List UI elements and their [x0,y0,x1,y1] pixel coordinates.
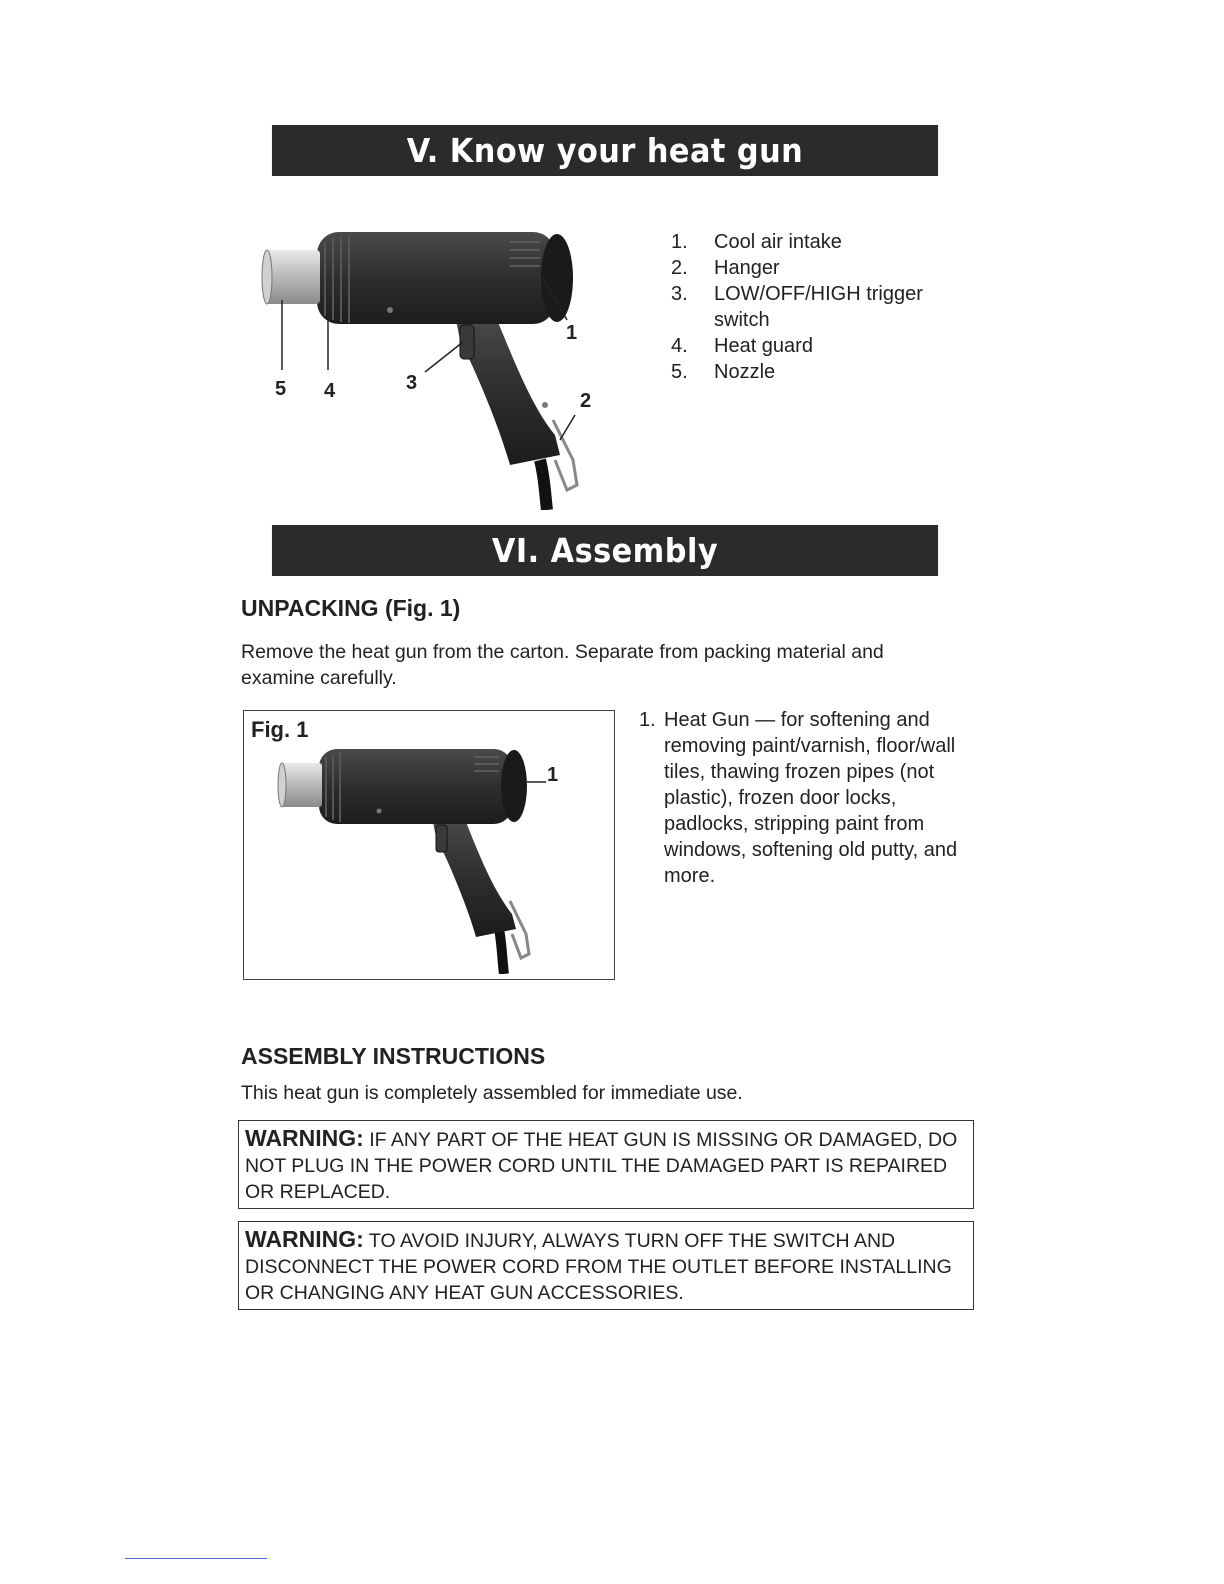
figure-1-description [639,707,979,889]
list-item [671,229,971,255]
unpacking-heading: UNPACKING (Fig. 1) [241,595,461,621]
section-banner-know-your-heat-gun: V. Know your heat gun [272,125,938,176]
list-item-number: 1. [671,231,688,253]
list-item-label: Nozzle [714,361,776,383]
warning-text: IF ANY PART OF THE HEAT GUN IS MISSING OR DAMAGED, DO NOT PLUG IN THE POWER CORD UNTIL THE DAMAGED PART IS REPAIRED OR REPLACED. [245,1129,958,1203]
list-item-number: 5. [671,361,688,383]
list-item-number: 1. [639,709,656,731]
warning-box-missing-parts [238,1120,974,1209]
list-item [671,281,971,333]
list-item-number: 2. [671,257,688,279]
list-item-label: Heat guard [714,335,813,357]
list-item [671,333,971,359]
callout-label-4: 4 [324,380,336,402]
callout-label-5: 5 [275,378,287,400]
list-item-label: LOW/OFF/HIGH trigger switch [714,283,923,331]
figure-1-label: Fig. 1 [251,717,309,742]
callout-label-3: 3 [406,372,418,394]
footer-rule [125,1558,267,1559]
list-item [671,255,971,281]
list-item-number: 4. [671,335,688,357]
list-item-label: Heat Gun — for softening and removing paint/varnish, floor/wall tiles, thawing frozen pipes (not plastic), frozen door locks, padlocks, stripping paint from windows, softening old putty, and more. [664,709,958,887]
callout-label-2: 2 [580,390,592,412]
list-item [671,359,971,385]
warning-box-disconnect [238,1221,974,1310]
assembly-heading: ASSEMBLY INSTRUCTIONS [241,1043,546,1069]
warning-text: TO AVOID INJURY, ALWAYS TURN OFF THE SWITCH AND DISCONNECT THE POWER CORD FROM THE OUTLET BEFORE INSTALLING OR CHANGING ANY HEAT GUN ACCESSORIES. [245,1230,952,1304]
unpacking-text: Remove the heat gun from the carton. Separate from packing material and examine carefully. [241,641,884,689]
assembly-text: This heat gun is completely assembled for immediate use. [241,1082,743,1104]
section-banner-assembly: VI. Assembly [272,525,938,576]
figure-1-box [243,710,615,980]
warning-label: WARNING: [245,1125,364,1151]
figure-callout-1: 1 [547,764,559,786]
list-item-label: Hanger [714,257,780,279]
heat-gun-figure-image [274,739,574,974]
heat-gun-diagram [255,220,605,510]
list-item-label: Cool air intake [714,231,842,253]
warning-label: WARNING: [245,1226,364,1252]
parts-list [671,229,971,385]
list-item-number: 3. [671,283,688,305]
callout-label-1: 1 [566,322,578,344]
